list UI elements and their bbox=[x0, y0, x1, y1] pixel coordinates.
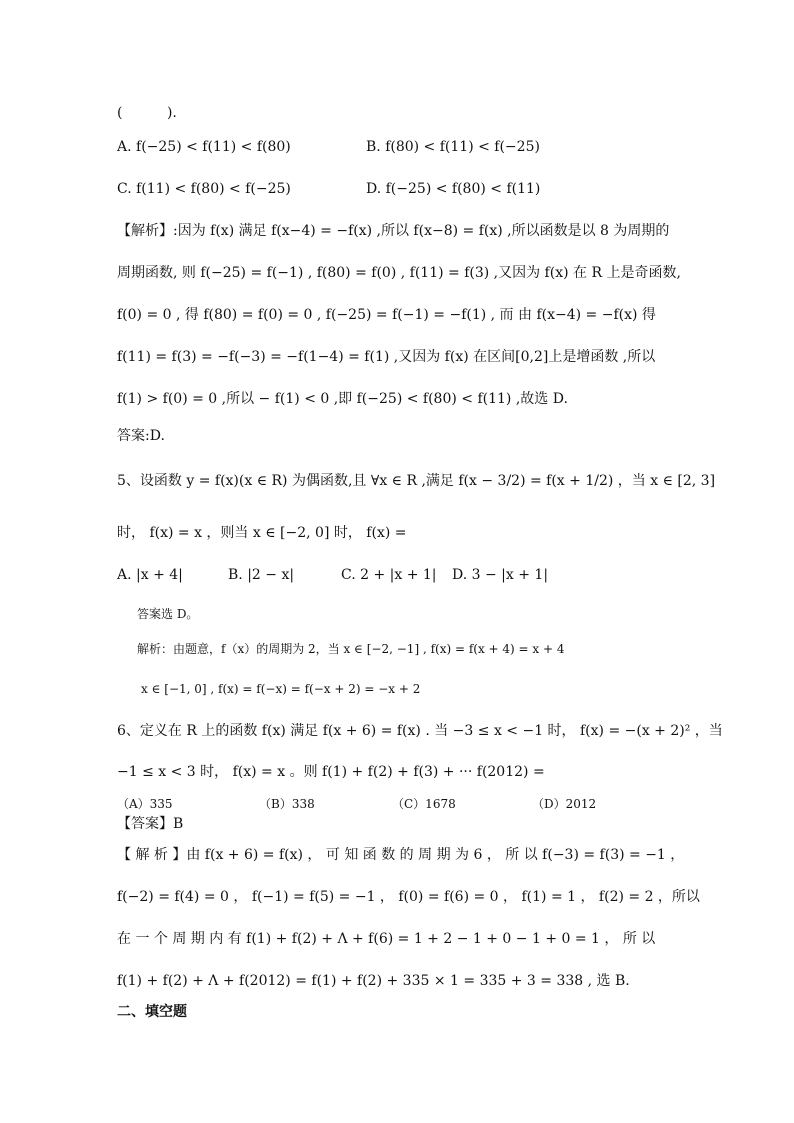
q6-option-b: （B）338 bbox=[259, 797, 315, 811]
q4-analysis-line: 【解析】:因为 f(x) 满足 f(x−4) = −f(x) ,所以 f(x−8) = f(x) ,所以函数是以 8 为周期的 bbox=[117, 223, 670, 239]
q4-analysis-line: f(1) > f(0) = 0 ,所以 − f(1) < 0 ,即 f(−25) < f(80) < f(11) ,故选 D. bbox=[117, 391, 568, 407]
q5-analysis-line: x ∈ [−1, 0] , f(x) = f(−x) = f(−x + 2) = −x + 2 bbox=[141, 682, 421, 696]
q5-option-a: A. |x + 4| bbox=[117, 567, 183, 583]
q6-stem-line2: −1 ≤ x < 3 时， f(x) = x 。则 f(1) + f(2) + f(3) + ··· f(2012) = bbox=[117, 764, 545, 780]
q4-option-d: D. f(−25) < f(80) < f(11) bbox=[366, 181, 541, 197]
q5-option-b: B. |2 − x| bbox=[228, 567, 295, 583]
q4-stem-tail: ( ). bbox=[117, 105, 177, 121]
q6-analysis-line: 【 解 析 】由 f(x + 6) = f(x) ， 可 知 函 数 的 周 期 为 6 ， 所 以 f(−3) = f(3) = −1 ， bbox=[117, 847, 685, 863]
q4-option-b: B. f(80) < f(11) < f(−25) bbox=[366, 139, 540, 155]
q4-option-c: C. f(11) < f(80) < f(−25) bbox=[117, 181, 291, 197]
q6-stem-line1: 6、定义在 R 上的函数 f(x) 满足 f(x + 6) = f(x) . 当 −3 ≤ x < −1 时， f(x) = −(x + 2)² ，当 bbox=[117, 723, 723, 739]
q5-option-d: D. 3 − |x + 1| bbox=[452, 567, 549, 583]
q6-analysis-line: f(1) + f(2) + Λ + f(2012) = f(1) + f(2) + 335 × 1 = 335 + 3 = 338 , 选 B. bbox=[117, 973, 630, 989]
q6-answer: 【答案】B bbox=[117, 816, 184, 832]
q6-option-c: （C）1678 bbox=[392, 797, 456, 811]
q5-stem-line1: 5、设函数 y = f(x)(x ∈ R) 为偶函数,且 ∀x ∈ R ,满足 f(x − 3/2) = f(x + 1/2) ，当 x ∈ [2, 3] bbox=[117, 473, 716, 489]
q6-option-d: （D）2012 bbox=[532, 797, 597, 811]
q4-option-a: A. f(−25) < f(11) < f(80) bbox=[117, 139, 291, 155]
q6-option-a: （A）335 bbox=[117, 797, 173, 811]
q5-option-c: C. 2 + |x + 1| bbox=[341, 567, 437, 583]
q4-analysis-line: 周期函数, 则 f(−25) = f(−1) , f(80) = f(0) , f(11) = f(3) ,又因为 f(x) 在 R 上是奇函数, bbox=[117, 265, 681, 281]
q6-analysis-line: f(−2) = f(4) = 0 ， f(−1) = f(5) = −1 ， f(0) = f(6) = 0 ， f(1) = 1 ， f(2) = 2 ，所以 bbox=[117, 889, 700, 905]
q5-stem-line2: 时， f(x) = x ，则当 x ∈ [−2, 0] 时， f(x) = bbox=[117, 525, 407, 541]
q4-analysis-line: f(11) = f(3) = −f(−3) = −f(1−4) = f(1) ,又因为 f(x) 在区间[0,2]上是增函数 ,所以 bbox=[117, 349, 656, 365]
q5-answer: 答案选 D。 bbox=[137, 607, 199, 621]
q6-analysis-line: 在 一 个 周 期 内 有 f(1) + f(2) + Λ + f(6) = 1 + 2 − 1 + 0 − 1 + 0 = 1 ， 所 以 bbox=[117, 931, 656, 947]
q4-analysis-line: f(0) = 0 , 得 f(80) = f(0) = 0 , f(−25) = f(−1) = −f(1) , 而 由 f(x−4) = −f(x) 得 bbox=[117, 307, 656, 323]
section-heading: 二、填空题 bbox=[117, 1004, 187, 1020]
q4-answer: 答案:D. bbox=[117, 428, 165, 444]
q5-analysis-line: 解析：由题意，f（x）的周期为 2，当 x ∈ [−2, −1] , f(x) = f(x + 4) = x + 4 bbox=[137, 642, 565, 656]
